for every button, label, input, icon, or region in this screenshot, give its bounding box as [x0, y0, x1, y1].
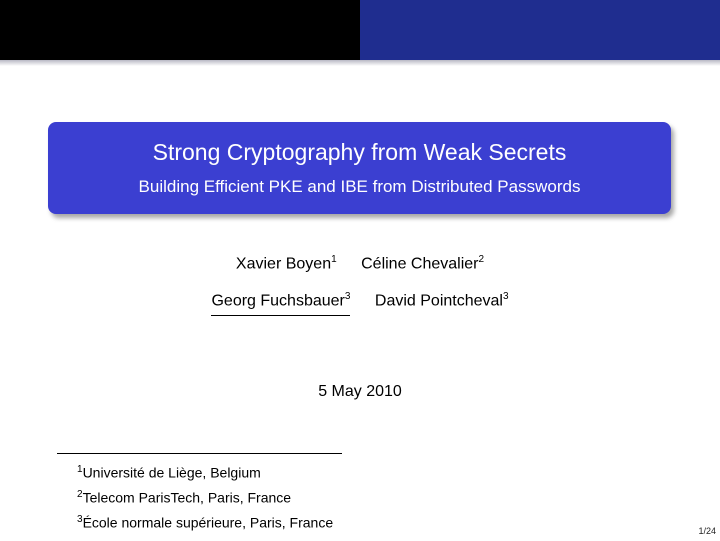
header-left-panel: [0, 0, 360, 60]
footnote: [77, 484, 333, 509]
footnotes: [77, 459, 333, 534]
page-number: 1/24: [698, 526, 716, 536]
footnote-mark: 1: [77, 464, 83, 475]
author: [361, 254, 484, 273]
author-name: David Pointcheval: [374, 292, 503, 310]
affiliation-mark: 1: [331, 254, 337, 265]
header-shadow: [0, 60, 720, 66]
slide-subtitle: Building Efficient PKE and IBE from Distributed Passwords: [138, 177, 581, 196]
affiliation-mark: 3: [344, 291, 351, 302]
footnote: [77, 459, 333, 484]
header-bar: [0, 0, 720, 60]
author: [375, 291, 509, 310]
affiliation-mark: 2: [478, 254, 485, 265]
title-box: [48, 122, 671, 214]
slide-title: Strong Cryptography from Weak Secrets: [152, 139, 567, 165]
authors-row-1: [0, 254, 720, 273]
footnote-mark: 3: [77, 514, 83, 526]
footnote-rule: [57, 453, 342, 454]
author-name: Céline Chevalier: [361, 255, 479, 273]
presenter-author: [211, 291, 350, 316]
footnote-text: Telecom ParisTech, Paris, France: [82, 489, 292, 506]
author: [236, 254, 337, 273]
header-right-panel: [360, 0, 720, 60]
footnote-mark: 2: [77, 489, 83, 501]
affiliation-mark: 3: [502, 291, 509, 302]
author-name: Georg Fuchsbauer: [211, 292, 345, 310]
footnote: [77, 509, 333, 534]
presentation-date: 5 May 2010: [318, 383, 402, 400]
author-name: Xavier Boyen: [235, 255, 332, 273]
footnote-text: École normale supérieure, Paris, France: [82, 514, 334, 531]
authors-row-2: [0, 291, 720, 316]
footnote-text: Université de Liège, Belgium: [82, 464, 261, 481]
